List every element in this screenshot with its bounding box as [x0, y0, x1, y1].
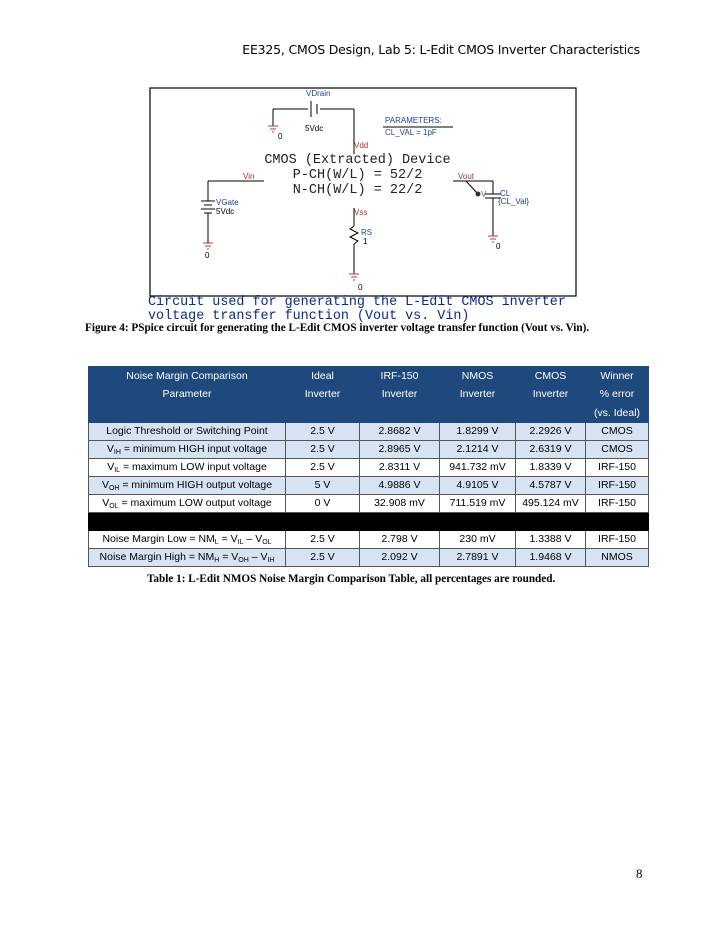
value-cell: 711.519 mV [440, 494, 516, 512]
winner-cell: NMOS [586, 548, 649, 566]
value-cell: 2.8311 V [360, 458, 440, 476]
table-caption: Table 1: L-Edit NMOS Noise Margin Comparison Table, all percentages are rounded. [147, 573, 556, 585]
ground-label-right: 0 [496, 242, 501, 251]
params-title: PARAMETERS: [385, 116, 442, 125]
table-separator-row [89, 512, 649, 530]
winner-cell: IRF-150 [586, 476, 649, 494]
value-cell: 495.124 mV [516, 494, 586, 512]
device-line-2: P-CH(W/L) = 52/2 [292, 168, 423, 183]
value-cell: 5 V [286, 476, 360, 494]
value-cell: 1.3388 V [516, 530, 586, 548]
table-header-cell: IRF-150 [360, 367, 440, 386]
value-cell: 2.5 V [286, 548, 360, 566]
winner-cell: IRF-150 [586, 458, 649, 476]
table-row [89, 476, 649, 494]
value-cell: 0 V [286, 494, 360, 512]
table-header-cell: NMOS [440, 367, 516, 386]
vdc-label-1: 5Vdc [305, 124, 324, 133]
value-cell: 2.8965 V [360, 440, 440, 458]
table-row [89, 548, 649, 566]
value-cell: 1.8339 V [516, 458, 586, 476]
table-row [89, 458, 649, 476]
vout-net-label: Vout [458, 172, 475, 181]
vss-net-label: Vss [354, 208, 368, 217]
device-line-3: N-CH(W/L) = 22/2 [292, 183, 423, 198]
value-cell: 2.7891 V [440, 548, 516, 566]
page-number: 8 [636, 866, 643, 881]
table-header-cell: Ideal [286, 367, 360, 386]
note-line-2: voltage transfer function (Vout vs. Vin) [148, 309, 470, 324]
probe-marker-icon [476, 192, 481, 197]
vdd-net-label: Vdd [354, 141, 369, 150]
value-cell: 2.5 V [286, 422, 360, 440]
ground-label-left: 0 [205, 251, 210, 260]
rs-label: RS [361, 228, 373, 237]
param-cell: VOL = maximum LOW output voltage [89, 494, 286, 512]
value-cell: 2.1214 V [440, 440, 516, 458]
device-line-1: CMOS (Extracted) Device [264, 153, 451, 168]
table-header-cell [516, 404, 586, 423]
table-header-cell: Inverter [440, 385, 516, 404]
param-cell: VIH = minimum HIGH input voltage [89, 440, 286, 458]
table-header-cell: Winner [586, 367, 649, 386]
table-header-row [89, 404, 649, 423]
vgate-label: VGate [216, 198, 239, 207]
table-header-cell: Inverter [286, 385, 360, 404]
vin-net-label: Vin [243, 172, 255, 181]
value-cell: 941.732 mV [440, 458, 516, 476]
rs-value: 1 [363, 237, 368, 246]
table-header-cell: CMOS [516, 367, 586, 386]
device-block [262, 153, 453, 198]
table-header-cell: Parameter [89, 385, 286, 404]
table-header-cell [286, 404, 360, 423]
param-cell: VOH = minimum HIGH output voltage [89, 476, 286, 494]
param-cell: Noise Margin High = NMH = VOH – VIH [89, 548, 286, 566]
winner-cell: CMOS [586, 422, 649, 440]
value-cell: 2.798 V [360, 530, 440, 548]
value-cell: 2.5 V [286, 530, 360, 548]
table-header-cell: (vs. Ideal) [586, 404, 649, 423]
noise-margin-table [88, 366, 649, 567]
table-header-cell [440, 404, 516, 423]
cl-value: {CL_Val} [498, 197, 529, 206]
table-header-cell: Inverter [516, 385, 586, 404]
table-header-row [89, 385, 649, 404]
value-cell: 32.908 mV [360, 494, 440, 512]
table-row [89, 494, 649, 512]
value-cell: 2.8682 V [360, 422, 440, 440]
ground-label-top: 0 [278, 132, 283, 141]
circuit-schematic [148, 86, 578, 326]
table-header-row [89, 367, 649, 386]
winner-cell: IRF-150 [586, 530, 649, 548]
table-header-cell: Noise Margin Comparison [89, 367, 286, 386]
note-line-1: Circuit used for generating the L-Edit CMOS inverter [148, 295, 566, 310]
schematic-wires [148, 86, 578, 326]
vdrain-label: VDrain [306, 89, 331, 98]
winner-cell: CMOS [586, 440, 649, 458]
cl-label: CL [500, 189, 511, 198]
table-row [89, 422, 649, 440]
value-cell: 2.2926 V [516, 422, 586, 440]
value-cell: 2.092 V [360, 548, 440, 566]
value-cell: 4.9886 V [360, 476, 440, 494]
params-value: CL_VAL = 1pF [385, 128, 437, 137]
value-cell: 1.8299 V [440, 422, 516, 440]
table-header-cell [89, 404, 286, 423]
param-cell: Logic Threshold or Switching Point [89, 422, 286, 440]
table-header-cell: % error [586, 385, 649, 404]
table-row [89, 440, 649, 458]
value-cell: 2.5 V [286, 440, 360, 458]
ground-label-mid: 0 [358, 283, 363, 292]
table-header-cell [360, 404, 440, 423]
value-cell: 2.6319 V [516, 440, 586, 458]
param-cell: VIL = maximum LOW input voltage [89, 458, 286, 476]
value-cell: 230 mV [440, 530, 516, 548]
voltage-marker-label: V [481, 190, 487, 199]
param-cell: Noise Margin Low = NML = VIL – VOL [89, 530, 286, 548]
value-cell: 1.9468 V [516, 548, 586, 566]
value-cell: 4.9105 V [440, 476, 516, 494]
value-cell: 2.5 V [286, 458, 360, 476]
figure-caption: Figure 4: PSpice circuit for generating the L-Edit CMOS inverter voltage transfer function (Vout vs. Vin). [85, 322, 590, 334]
value-cell: 4.5787 V [516, 476, 586, 494]
circuit-note [148, 296, 578, 324]
vdc-label-2: 5Vdc [216, 207, 235, 216]
page-header: EE325, CMOS Design, Lab 5: L-Edit CMOS Inverter Characteristics [242, 42, 640, 57]
table-header-cell: Inverter [360, 385, 440, 404]
winner-cell: IRF-150 [586, 494, 649, 512]
table-row [89, 530, 649, 548]
